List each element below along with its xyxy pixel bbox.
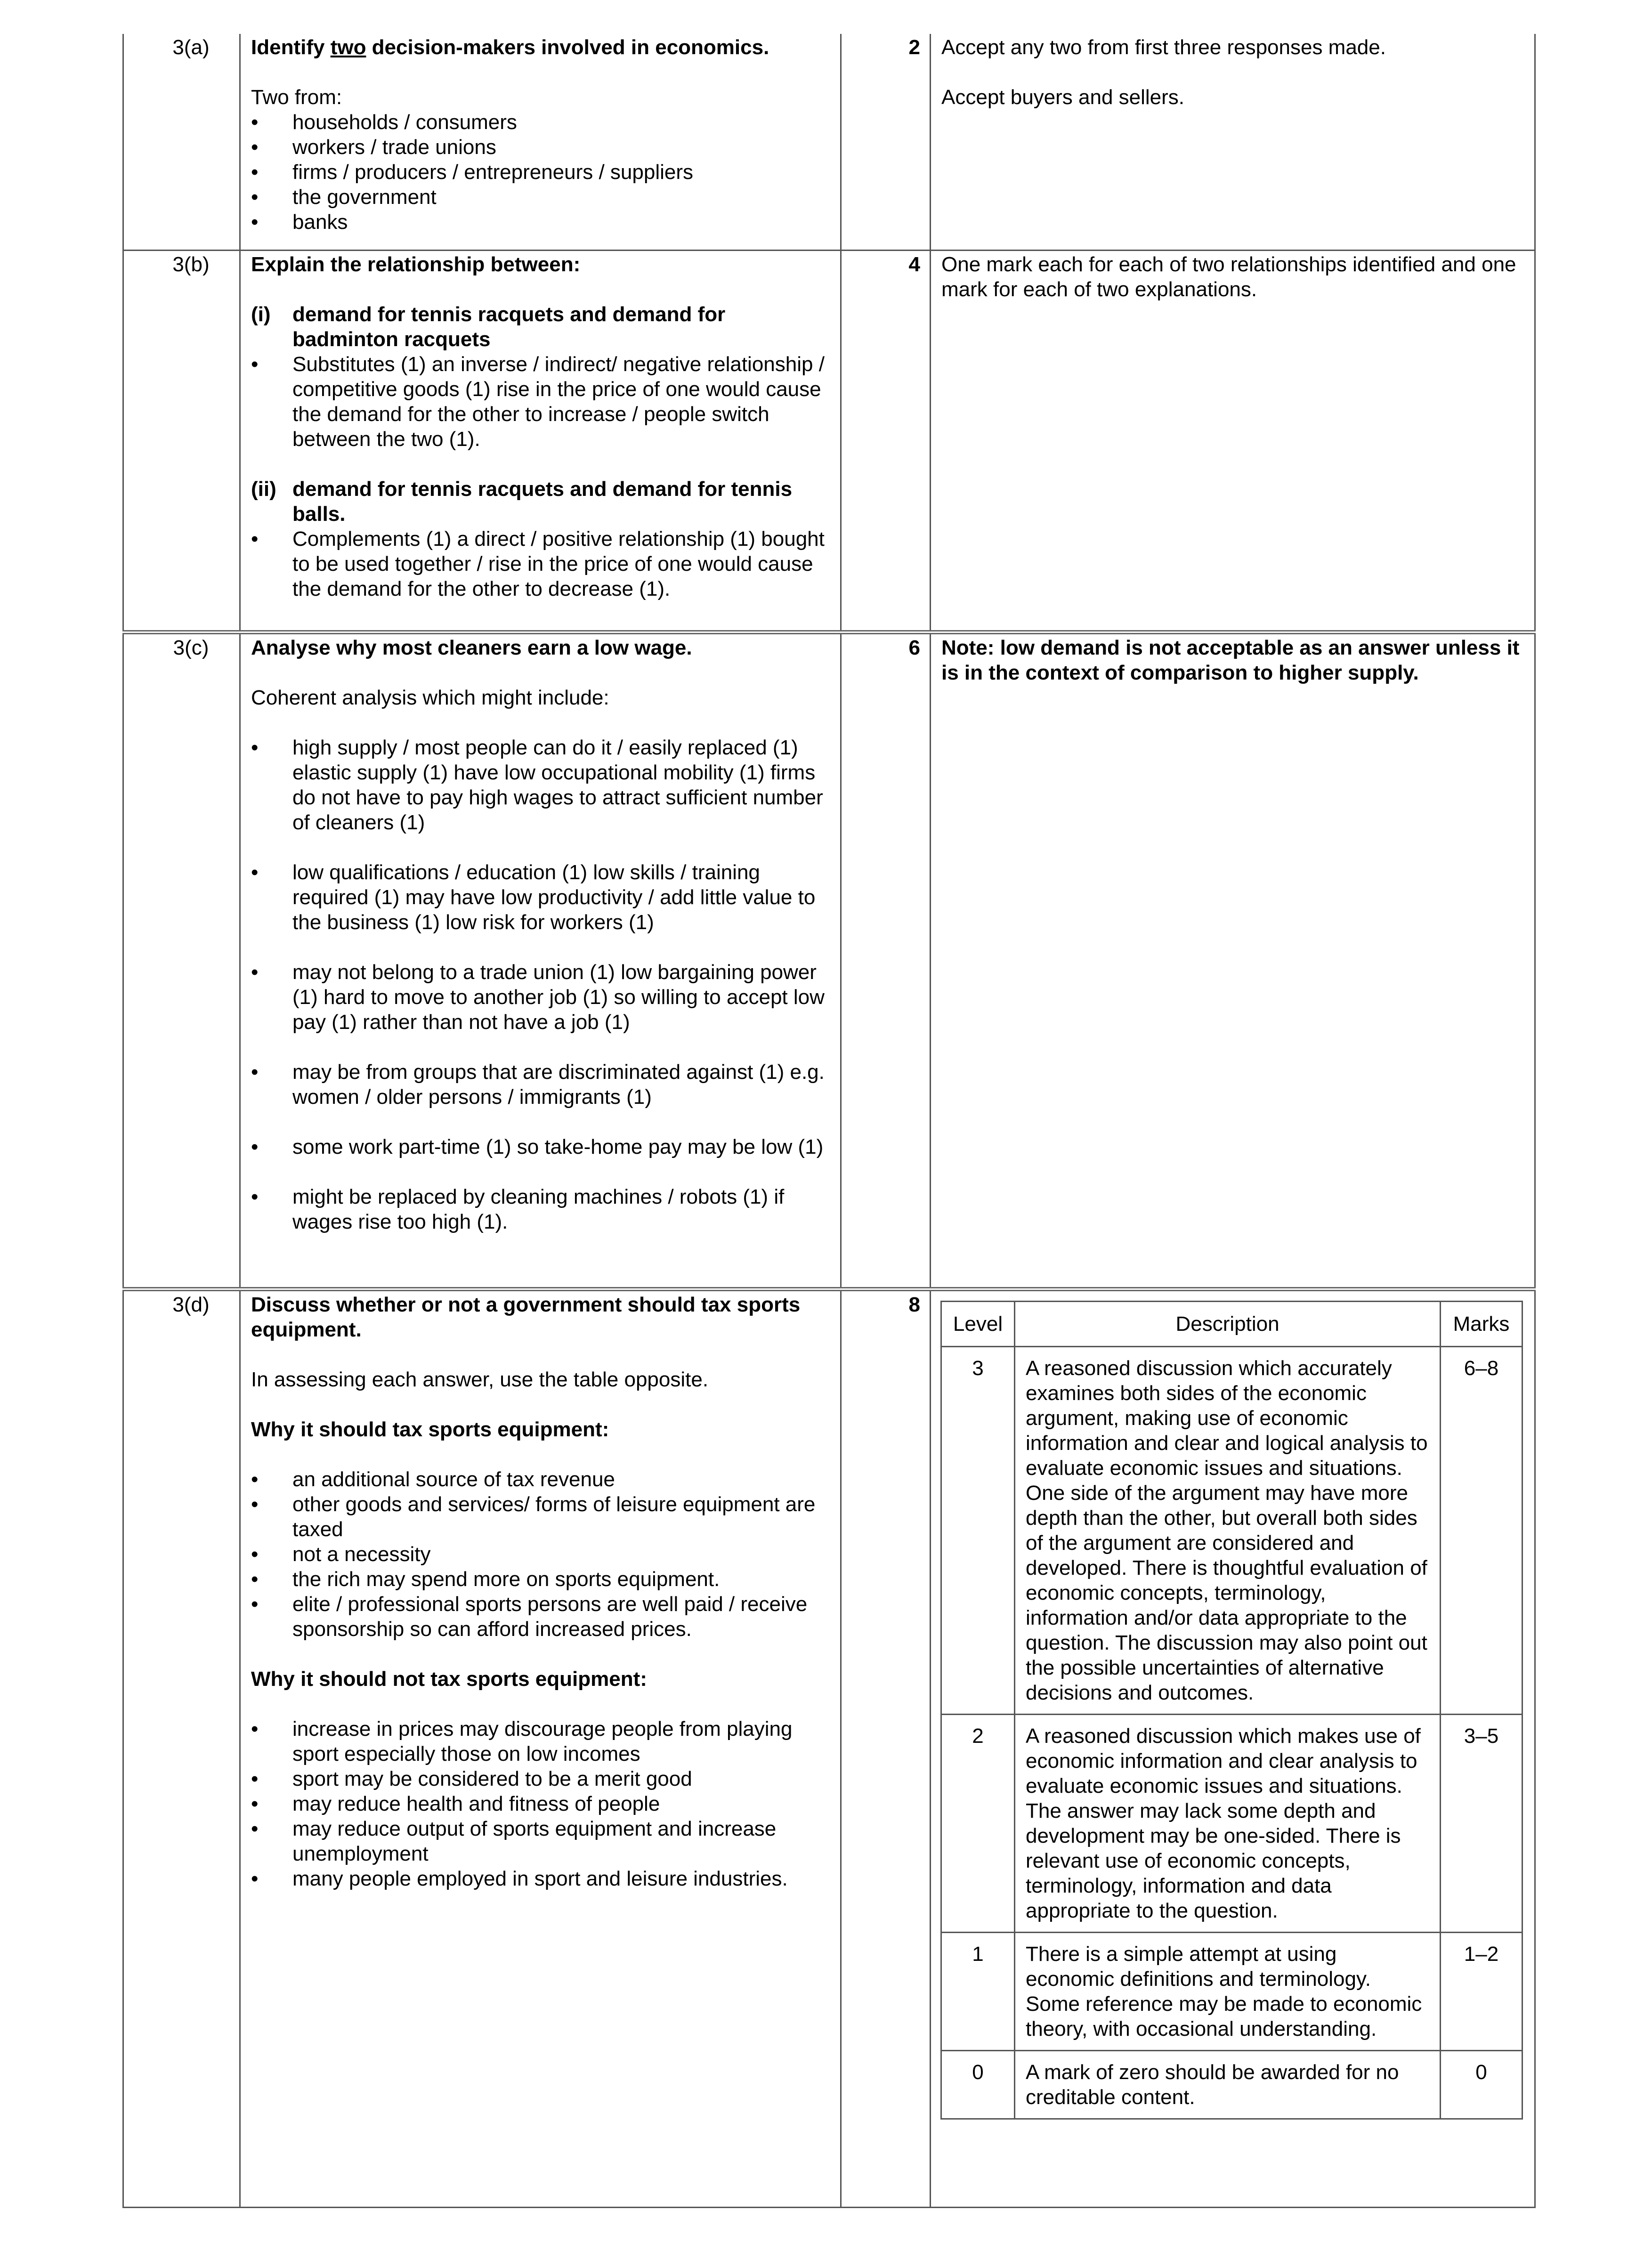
list-item: • firms / producers / entrepreneurs / suppliers <box>251 160 830 185</box>
mark-scheme-page <box>122 34 1534 2209</box>
guidance-note: Note: low demand is not acceptable as an answer unless it is in the context of comparison to higher supply. <box>941 636 1520 684</box>
guidance-cell <box>931 1289 1535 2207</box>
question-row-3c <box>123 632 1535 1289</box>
marks-cell <box>841 632 931 1289</box>
levels-header-row <box>941 1301 1522 1346</box>
marks-value: 6 <box>908 636 920 659</box>
answer-cell <box>240 250 841 632</box>
list-item: • may reduce output of sports equipment and increase unemployment <box>251 1816 830 1866</box>
answer-intro: In assessing each answer, use the table opposite. <box>251 1368 709 1391</box>
level-description: A mark of zero should be awarded for no creditable content. <box>1015 2050 1441 2119</box>
list-item: • the rich may spend more on sports equipment. <box>251 1567 830 1592</box>
list-item: • not a necessity <box>251 1542 830 1567</box>
against-heading: Why it should not tax sports equipment: <box>251 1667 647 1691</box>
question-text: Identify two decision-makers involved in economics. <box>251 36 769 59</box>
question-number: 3(b) <box>172 252 210 276</box>
levels-row <box>941 1714 1522 1932</box>
level-marks: 0 <box>1441 2050 1522 2119</box>
level-marks: 3–5 <box>1441 1714 1522 1932</box>
mark-scheme-table <box>122 34 1536 2208</box>
guidance-cell <box>931 250 1535 632</box>
answer-list <box>251 526 830 601</box>
marks-value: 2 <box>908 36 920 59</box>
list-item: • Substitutes (1) an inverse / indirect/ negative relationship / competitive goods (1) rise in the price of one would cause the demand for the other to increase / people switch between the two (1). <box>251 352 830 452</box>
list-item: • increase in prices may discourage people from playing sport especially those on low incomes <box>251 1716 830 1766</box>
levels-row <box>941 1932 1522 2050</box>
question-number-cell <box>123 250 240 632</box>
answer-list <box>251 352 830 452</box>
question-text: Explain the relationship between: <box>251 252 581 276</box>
list-item: • low qualifications / education (1) low skills / training required (1) may have low productivity / add little value to the business (1) low risk for workers (1) <box>251 860 830 935</box>
guidance-text: Accept buyers and sellers. <box>941 86 1185 109</box>
answer-cell <box>240 632 841 1289</box>
list-item: • elite / professional sports persons are well paid / receive sponsorship so can afford increased prices. <box>251 1592 830 1642</box>
list-item: • might be replaced by cleaning machines / robots (1) if wages rise too high (1). <box>251 1184 830 1234</box>
sub-part-heading: (i) demand for tennis racquets and demand for badminton racquets <box>251 302 726 351</box>
question-number-cell <box>123 632 240 1289</box>
question-number-cell <box>123 34 240 250</box>
level-description: There is a simple attempt at using economic definitions and terminology. Some reference may be made to economic theory, with occasional understanding. <box>1015 1932 1441 2050</box>
levels-row <box>941 2050 1522 2119</box>
list-item: • workers / trade unions <box>251 135 830 160</box>
marks-value: 4 <box>908 252 920 276</box>
levels-header-level: Level <box>941 1301 1015 1346</box>
level-number: 3 <box>941 1346 1015 1714</box>
for-list <box>251 1467 830 1642</box>
question-number: 3(a) <box>172 36 210 59</box>
level-number: 0 <box>941 2050 1015 2119</box>
question-number-cell <box>123 1289 240 2207</box>
levels-header-marks: Marks <box>1441 1301 1522 1346</box>
list-item: • banks <box>251 210 830 235</box>
levels-header-description: Description <box>1015 1301 1441 1346</box>
list-item: • may be from groups that are discriminated against (1) e.g. women / older persons / immigrants (1) <box>251 1060 830 1109</box>
answer-list <box>251 110 830 235</box>
list-item: • high supply / most people can do it / easily replaced (1) elastic supply (1) have low occupational mobility (1) firms do not have to pay high wages to attract sufficient number of cleaners (1) <box>251 735 830 835</box>
question-row-3b <box>123 250 1535 632</box>
against-list <box>251 1716 830 1891</box>
answer-list <box>251 735 830 1234</box>
question-row-3a <box>123 34 1535 250</box>
list-item: • sport may be considered to be a merit good <box>251 1766 830 1791</box>
list-item: • households / consumers <box>251 110 830 135</box>
marks-value: 8 <box>908 1293 920 1316</box>
list-item: • other goods and services/ forms of leisure equipment are taxed <box>251 1492 830 1542</box>
guidance-cell <box>931 34 1535 250</box>
question-number: 3(c) <box>173 636 209 659</box>
question-text: Discuss whether or not a government should tax sports equipment. <box>251 1293 801 1341</box>
guidance-text: Accept any two from first three responses made. <box>941 36 1386 59</box>
marks-cell <box>841 250 931 632</box>
list-item: • may reduce health and fitness of people <box>251 1791 830 1816</box>
answer-cell <box>240 34 841 250</box>
sub-part-heading: (ii) demand for tennis racquets and demand for tennis balls. <box>251 477 793 526</box>
list-item: • the government <box>251 185 830 210</box>
list-item: • may not belong to a trade union (1) low bargaining power (1) hard to move to another job (1) so willing to accept low pay (1) rather than not have a job (1) <box>251 960 830 1035</box>
level-description: A reasoned discussion which accurately examines both sides of the economic argument, making use of economic information and clear and logical analysis to evaluate economic issues and situations. One side of the argument may have more depth than the other, but overall both sides of the argument are considered and developed. There is thoughtful evaluation of economic concepts, terminology, information and/or data appropriate to the question. The discussion may also point out the possible uncertainties of alternative decisions and outcomes. <box>1015 1346 1441 1714</box>
list-item: • Complements (1) a direct / positive relationship (1) bought to be used together / rise in the price of one would cause the demand for the other to decrease (1). <box>251 526 830 601</box>
list-item: • many people employed in sport and leisure industries. <box>251 1866 830 1891</box>
guidance-cell <box>931 632 1535 1289</box>
for-heading: Why it should tax sports equipment: <box>251 1417 609 1441</box>
level-number: 1 <box>941 1932 1015 2050</box>
guidance-text: One mark each for each of two relationships identified and one mark for each of two explanations. <box>941 252 1516 301</box>
list-item: • an additional source of tax revenue <box>251 1467 830 1492</box>
level-marks: 6–8 <box>1441 1346 1522 1714</box>
answer-intro: Coherent analysis which might include: <box>251 686 609 709</box>
level-description: A reasoned discussion which makes use of economic information and clear analysis to evaluate economic issues and situations. The answer may lack some depth and development may be one-sided. There is relevant use of economic concepts, terminology, information and data appropriate to the question. <box>1015 1714 1441 1932</box>
question-number: 3(d) <box>172 1293 210 1316</box>
answer-cell <box>240 1289 841 2207</box>
question-row-3d <box>123 1289 1535 2207</box>
answer-intro: Two from: <box>251 86 342 109</box>
level-marks: 1–2 <box>1441 1932 1522 2050</box>
level-number: 2 <box>941 1714 1015 1932</box>
marks-cell <box>841 34 931 250</box>
list-item: • some work part-time (1) so take-home pay may be low (1) <box>251 1134 830 1159</box>
question-text: Analyse why most cleaners earn a low wage. <box>251 636 692 659</box>
levels-table <box>940 1301 1523 2120</box>
marks-cell <box>841 1289 931 2207</box>
levels-row <box>941 1346 1522 1714</box>
